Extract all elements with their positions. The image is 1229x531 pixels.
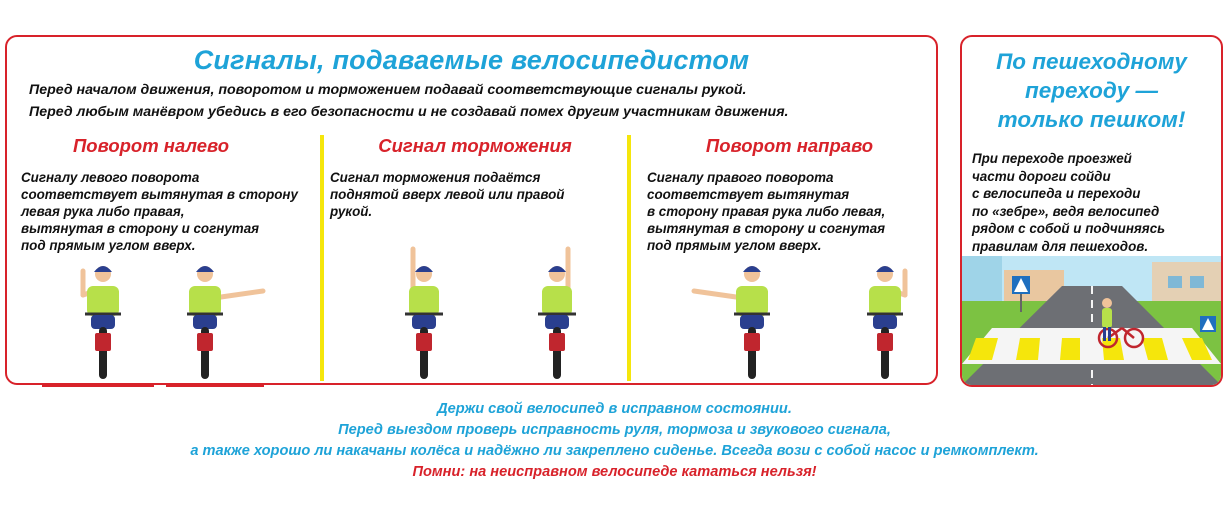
left-turn-text xyxy=(21,169,306,254)
left-turn-title: Поворот налево xyxy=(73,135,230,156)
crossing-text xyxy=(972,150,1165,255)
left-turn-text-line: левая рука либо правая, xyxy=(21,204,185,219)
footer-line-3: а также хорошо ли накачаны колёса и надёжно ли закреплено сиденье. Всегда вози с собой насос и ремкомплект. xyxy=(190,443,1039,459)
braking-text xyxy=(330,169,620,220)
cyclist-arm-raised-icon xyxy=(399,245,449,381)
footer-line-2: Перед выездом проверь исправность руля, тормоза и звукового сигнала, xyxy=(338,422,891,438)
footer-warning: Помни: на неисправном велосипеде кататься нельзя! xyxy=(412,464,817,480)
right-turn-text-line: вытянутая в сторону и согнутая xyxy=(647,221,886,236)
crossing-text-line: части дороги сойди xyxy=(972,168,1111,184)
left-turn-column xyxy=(21,135,306,254)
right-turn-text-line: под прямым углом вверх. xyxy=(647,238,822,253)
crossing-text-line: рядом с собой и подчиняясь xyxy=(972,221,1166,236)
crossing-title xyxy=(962,47,1221,134)
signals-panel xyxy=(5,35,938,385)
right-turn-column xyxy=(647,135,932,254)
cyclist-right-arm-bent-icon xyxy=(849,259,919,381)
crossing-panel xyxy=(960,35,1223,387)
column-divider xyxy=(320,135,324,381)
left-turn-text-line: соответствует вытянутая в сторону xyxy=(21,187,298,202)
decorative-bar xyxy=(166,384,264,387)
crossing-title-line: только пешком! xyxy=(997,107,1186,132)
cyclist-right-arm-extended-icon xyxy=(690,259,782,381)
braking-title: Сигнал торможения xyxy=(378,135,572,156)
right-turn-text-line: соответствует вытянутая xyxy=(647,187,850,202)
footer-line-1: Держи свой велосипед в исправном состоянии. xyxy=(437,401,792,417)
crossing-title-line: По пешеходному xyxy=(996,49,1187,74)
right-turn-title: Поворот направо xyxy=(705,135,874,156)
left-turn-text-line: под прямым углом вверх. xyxy=(21,238,196,253)
right-turn-text-line: в сторону правая рука либо левая, xyxy=(647,204,886,219)
braking-text-line: Сигнал торможения подаётся xyxy=(330,170,541,185)
intro-line-1: Перед началом движения, поворотом и торможением подавай соответствующие сигналы рукой. xyxy=(29,82,747,98)
crossing-title-line: переходу — xyxy=(1024,78,1159,103)
cyclist-arm-raised-icon xyxy=(532,245,582,381)
column-divider xyxy=(627,135,631,381)
crosswalk-scene-illustration xyxy=(962,256,1221,385)
signals-intro xyxy=(29,79,789,123)
signals-title: Сигналы, подаваемые велосипедистом xyxy=(193,45,750,75)
crossing-text-line: с велосипеда и переходи xyxy=(972,186,1141,201)
cyclist-left-arm-extended-icon xyxy=(175,259,267,381)
decorative-bar xyxy=(42,384,154,387)
right-turn-text-line: Сигналу правого поворота xyxy=(647,170,834,185)
crossing-text-line: правилам для пешеходов. xyxy=(972,238,1149,254)
intro-line-2: Перед любым манёвром убедись в его безопасности и не создавай помех другим участникам движения. xyxy=(29,104,789,120)
braking-text-line: поднятой вверх левой или правой xyxy=(330,187,565,202)
crossing-text-line: по «зебре», ведя велосипед xyxy=(972,203,1160,219)
left-turn-text-line: вытянутая в сторону и согнутая xyxy=(21,221,260,236)
braking-column xyxy=(330,135,620,220)
right-turn-text xyxy=(647,169,932,254)
crossing-text-line: При переходе проезжей xyxy=(972,151,1132,166)
cyclist-left-arm-bent-icon xyxy=(69,259,139,381)
left-turn-text-line: Сигналу левого поворота xyxy=(21,170,200,185)
braking-text-line: рукой. xyxy=(330,204,373,219)
